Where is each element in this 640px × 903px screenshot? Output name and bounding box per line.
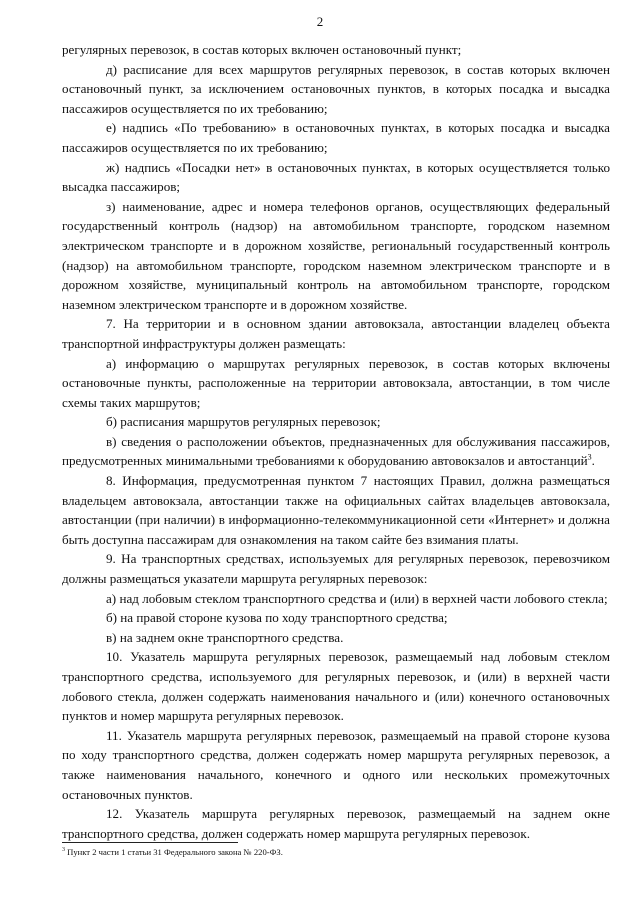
paragraph: в) на заднем окне транспортного средства. [106, 629, 344, 645]
paragraph: а) над лобовым стеклом транспортного средства и (или) в верхней части лобового стекла; [106, 590, 608, 606]
paragraph [62, 432, 610, 471]
paragraph: а) информацию о маршрутах регулярных перевозок, в состав которых включены остановочные пункты, расположенные на территории автовокзала, автостанции, в том числе схемы таких маршрутов; [62, 355, 610, 410]
page-number: 2 [316, 14, 324, 29]
footnote-separator [62, 842, 238, 843]
paragraph: 11. Указатель маршрута регулярных перевозок, размещаемый на правой стороне кузова по ходу транспортного средства, должен содержать номер маршрута регулярных перевозок, а также наименования начального, конечного и одного или нескольких промежуточных остановочных пунктов. [62, 727, 610, 802]
paragraph: 8. Информация, предусмотренная пунктом 7 настоящих Правил, должна размещаться владельцем автовокзала, автостанции также на официальных сайтах владельцев автовокзала, автостанции (при наличии) в информационно-телекоммуникационной сети «Интернет» и должна быть доступна пассажирам для ознакомления на таком сайте без взимания платы. [62, 473, 610, 547]
paragraph: з) наименование, адрес и номера телефонов органов, осуществляющих федеральный государственный контроль (надзор) на автомобильном транспорте, городском наземном электрическом транспорте и в дорожном хозяйстве, региональный государственный контроль (надзор) на автомобильном транспорте, городском наземном электрическом транспорте и в дорожном хозяйстве, муниципальный контроль на автомобильном транспорте, городском наземном электрическом транспорте и в дорожном хозяйстве. [62, 198, 610, 312]
paragraph: 10. Указатель маршрута регулярных перевозок, размещаемый над лобовым стеклом транспортного средства, используемого для регулярных перевозок, и (или) в верхней части лобового стекла, должен содержать наименования начального и (или) конечного остановочных пунктов и номер маршрута регулярных перевозок. [62, 649, 610, 724]
footnote-text: Пункт 2 части 1 статьи 31 Федерального закона № 220-ФЗ. [65, 847, 283, 857]
paragraph: б) расписания маршрутов регулярных перевозок; [106, 414, 381, 430]
paragraph-text: в) сведения о расположении объектов, предназначенных для обслуживания пассажиров, предусмотренных минимальными требованиями к оборудованию автовокзалов и автостанций [62, 433, 610, 469]
paragraph-punctuation: . [591, 453, 595, 469]
paragraph: регулярных перевозок, в состав которых включен остановочный пункт; [62, 42, 462, 57]
paragraph: 9. На транспортных средствах, используемых для регулярных перевозок, перевозчиком должны размещаться указатели маршрута регулярных перевозок: [62, 551, 610, 587]
footnote [62, 847, 610, 858]
footnote-reference: 3 [587, 453, 592, 463]
paragraph: б) на правой стороне кузова по ходу транспортного средства; [106, 610, 448, 626]
paragraph: д) расписание для всех маршрутов регулярных перевозок, в состав которых включен остановочный пункт, за исключением остановочных пунктов, в которых посадка и высадка пассажиров осуществляется по их требованию; [62, 61, 610, 116]
paragraph: ж) надпись «Посадки нет» в остановочных пунктах, в которых осуществляется только высадка пассажиров; [62, 159, 610, 195]
paragraph: е) надпись «По требованию» в остановочных пунктах, в которых посадка и высадка пассажиров осуществляется по их требованию; [62, 120, 610, 155]
paragraph: 12. Указатель маршрута регулярных перевозок, размещаемый на заднем окне транспортного средства, должен содержать номер маршрута регулярных перевозок. [62, 806, 610, 841]
paragraph: 7. На территории и в основном здании автовокзала, автостанции владелец объекта транспортной инфраструктуры должен размещать: [62, 316, 610, 351]
document-body [62, 40, 610, 843]
footnote-marker: 3 [62, 847, 65, 854]
